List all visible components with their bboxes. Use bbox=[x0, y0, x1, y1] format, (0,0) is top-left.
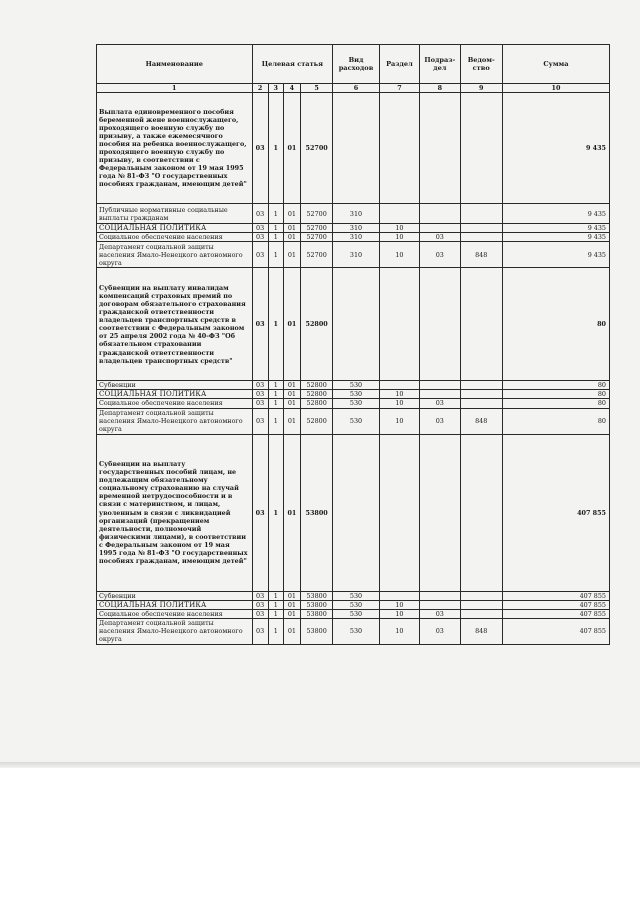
subsection-value: 03 bbox=[420, 242, 460, 268]
table-row bbox=[97, 408, 610, 434]
row-name: Субвенции на выплату государственных пособий лицам, не подлежащим обязательному социальному страхованию на случай временной нетрудоспособности и в связи с материнством, и лицам, уволенным в связи с ликвидацией организаций (прекращением деятельности, полномочий физическими лицами), в соответствии с Федеральным законом от 19 мая 1995 года № 81-ФЗ "О государственных пособиях гражданам, имеющим детей" bbox=[97, 434, 253, 591]
code-program: 03 bbox=[252, 408, 268, 434]
sum-value: 407 855 bbox=[502, 600, 609, 609]
table-row bbox=[97, 434, 610, 591]
department-value bbox=[460, 591, 502, 600]
sum-value: 407 855 bbox=[502, 618, 609, 644]
code-direction: 52700 bbox=[300, 242, 332, 268]
sum-value: 80 bbox=[502, 381, 609, 390]
expense-type-value bbox=[333, 434, 379, 591]
section-value bbox=[379, 204, 419, 224]
department-value bbox=[460, 224, 502, 233]
column-number-row bbox=[97, 84, 610, 93]
expense-type-value: 310 bbox=[333, 224, 379, 233]
code-direction: 53800 bbox=[300, 600, 332, 609]
sum-value: 9 435 bbox=[502, 242, 609, 268]
department-value bbox=[460, 381, 502, 390]
code-item: 01 bbox=[283, 591, 300, 600]
column-number: 4 bbox=[283, 84, 300, 93]
expense-type-value bbox=[333, 93, 379, 204]
code-subprogram: 1 bbox=[268, 233, 283, 242]
code-subprogram: 1 bbox=[268, 591, 283, 600]
row-name: Социальное обеспечение населения bbox=[97, 233, 253, 242]
table-row bbox=[97, 233, 610, 242]
row-name: Социальное обеспечение населения bbox=[97, 609, 253, 618]
subsection-value bbox=[420, 381, 460, 390]
column-number: 6 bbox=[333, 84, 379, 93]
sum-value: 407 855 bbox=[502, 609, 609, 618]
subsection-value bbox=[420, 434, 460, 591]
sum-value: 407 855 bbox=[502, 591, 609, 600]
department-value bbox=[460, 233, 502, 242]
row-name: СОЦИАЛЬНАЯ ПОЛИТИКА bbox=[97, 600, 253, 609]
code-program: 03 bbox=[252, 381, 268, 390]
column-number: 8 bbox=[420, 84, 460, 93]
department-value bbox=[460, 268, 502, 381]
code-item: 01 bbox=[283, 242, 300, 268]
sum-value: 9 435 bbox=[502, 204, 609, 224]
section-value: 10 bbox=[379, 233, 419, 242]
code-subprogram: 1 bbox=[268, 224, 283, 233]
code-direction: 52800 bbox=[300, 399, 332, 408]
department-value bbox=[460, 600, 502, 609]
sum-value: 80 bbox=[502, 399, 609, 408]
code-program: 03 bbox=[252, 390, 268, 399]
expense-type-value: 310 bbox=[333, 204, 379, 224]
sum-value: 9 435 bbox=[502, 93, 609, 204]
header-section: Раздел bbox=[379, 45, 419, 84]
row-name: СОЦИАЛЬНАЯ ПОЛИТИКА bbox=[97, 390, 253, 399]
code-subprogram: 1 bbox=[268, 408, 283, 434]
sum-value: 80 bbox=[502, 408, 609, 434]
row-name: Департамент социальной защиты населения Ямало-Ненецкого автономного округа bbox=[97, 242, 253, 268]
subsection-value bbox=[420, 591, 460, 600]
sum-value: 9 435 bbox=[502, 224, 609, 233]
code-item: 01 bbox=[283, 268, 300, 381]
code-subprogram: 1 bbox=[268, 204, 283, 224]
code-program: 03 bbox=[252, 224, 268, 233]
column-number: 2 bbox=[252, 84, 268, 93]
code-direction: 52700 bbox=[300, 233, 332, 242]
expense-type-value: 310 bbox=[333, 242, 379, 268]
code-item: 01 bbox=[283, 93, 300, 204]
subsection-value: 03 bbox=[420, 618, 460, 644]
row-name: СОЦИАЛЬНАЯ ПОЛИТИКА bbox=[97, 224, 253, 233]
sum-value: 9 435 bbox=[502, 233, 609, 242]
code-program: 03 bbox=[252, 600, 268, 609]
table-row bbox=[97, 591, 610, 600]
department-value bbox=[460, 93, 502, 204]
department-value: 848 bbox=[460, 242, 502, 268]
code-program: 03 bbox=[252, 609, 268, 618]
subsection-value bbox=[420, 93, 460, 204]
expense-type-value: 530 bbox=[333, 600, 379, 609]
code-item: 01 bbox=[283, 618, 300, 644]
department-value: 848 bbox=[460, 408, 502, 434]
row-name: Департамент социальной защиты населения Ямало-Ненецкого автономного округа bbox=[97, 408, 253, 434]
section-value: 10 bbox=[379, 618, 419, 644]
table-row bbox=[97, 618, 610, 644]
section-value: 10 bbox=[379, 224, 419, 233]
expense-type-value: 530 bbox=[333, 399, 379, 408]
section-value: 10 bbox=[379, 390, 419, 399]
code-subprogram: 1 bbox=[268, 600, 283, 609]
header-target-article: Целевая статья bbox=[252, 45, 333, 84]
column-number: 10 bbox=[502, 84, 609, 93]
section-value: 10 bbox=[379, 242, 419, 268]
code-item: 01 bbox=[283, 390, 300, 399]
code-item: 01 bbox=[283, 399, 300, 408]
code-direction: 52800 bbox=[300, 390, 332, 399]
code-direction: 52700 bbox=[300, 93, 332, 204]
department-value: 848 bbox=[460, 618, 502, 644]
section-value bbox=[379, 381, 419, 390]
code-direction: 52800 bbox=[300, 408, 332, 434]
code-direction: 53800 bbox=[300, 591, 332, 600]
subsection-value bbox=[420, 224, 460, 233]
code-program: 03 bbox=[252, 268, 268, 381]
department-value bbox=[460, 399, 502, 408]
code-subprogram: 1 bbox=[268, 242, 283, 268]
sum-value: 80 bbox=[502, 268, 609, 381]
subsection-value bbox=[420, 268, 460, 381]
table-row bbox=[97, 204, 610, 224]
table-row bbox=[97, 224, 610, 233]
expense-type-value: 530 bbox=[333, 609, 379, 618]
table-row bbox=[97, 399, 610, 408]
code-program: 03 bbox=[252, 399, 268, 408]
code-program: 03 bbox=[252, 233, 268, 242]
code-direction: 52800 bbox=[300, 381, 332, 390]
header-department: Ведом- ство bbox=[460, 45, 502, 84]
subsection-value bbox=[420, 204, 460, 224]
column-number: 5 bbox=[300, 84, 332, 93]
code-direction: 52700 bbox=[300, 224, 332, 233]
row-name: Субвенции bbox=[97, 381, 253, 390]
subsection-value bbox=[420, 390, 460, 399]
table-row bbox=[97, 268, 610, 381]
section-value: 10 bbox=[379, 600, 419, 609]
table-row bbox=[97, 381, 610, 390]
code-item: 01 bbox=[283, 408, 300, 434]
subsection-value: 03 bbox=[420, 399, 460, 408]
code-subprogram: 1 bbox=[268, 268, 283, 381]
code-program: 03 bbox=[252, 204, 268, 224]
header-subsection: Подраз- дел bbox=[420, 45, 460, 84]
expense-type-value: 530 bbox=[333, 390, 379, 399]
section-value bbox=[379, 434, 419, 591]
table-row bbox=[97, 600, 610, 609]
row-name: Департамент социальной защиты населения Ямало-Ненецкого автономного округа bbox=[97, 618, 253, 644]
row-name: Субвенции на выплату инвалидам компенсаций страховых премий по договорам обязательного страхования гражданской ответственности владельцев транспортных средств в соответствии с Федеральным законом от 25 апреля 2002 года № 40-ФЗ "Об обязательном страховании гражданской ответственности владельцев транспортных средств" bbox=[97, 268, 253, 381]
row-name: Субвенции bbox=[97, 591, 253, 600]
table-row bbox=[97, 93, 610, 204]
subsection-value: 03 bbox=[420, 609, 460, 618]
code-item: 01 bbox=[283, 600, 300, 609]
department-value bbox=[460, 390, 502, 399]
sum-value: 407 855 bbox=[502, 434, 609, 591]
table-row bbox=[97, 390, 610, 399]
section-value bbox=[379, 93, 419, 204]
budget-table bbox=[96, 44, 610, 645]
expense-type-value: 530 bbox=[333, 381, 379, 390]
table-header-row bbox=[97, 45, 610, 84]
code-program: 03 bbox=[252, 242, 268, 268]
row-name: Публичные нормативные социальные выплаты гражданам bbox=[97, 204, 253, 224]
code-subprogram: 1 bbox=[268, 618, 283, 644]
code-direction: 53800 bbox=[300, 609, 332, 618]
code-program: 03 bbox=[252, 591, 268, 600]
code-subprogram: 1 bbox=[268, 434, 283, 591]
section-value: 10 bbox=[379, 399, 419, 408]
section-value bbox=[379, 591, 419, 600]
expense-type-value: 530 bbox=[333, 591, 379, 600]
code-item: 01 bbox=[283, 204, 300, 224]
header-name: Наименование bbox=[97, 45, 253, 84]
code-item: 01 bbox=[283, 233, 300, 242]
section-value bbox=[379, 268, 419, 381]
column-number: 9 bbox=[460, 84, 502, 93]
code-subprogram: 1 bbox=[268, 399, 283, 408]
column-number: 3 bbox=[268, 84, 283, 93]
column-number: 7 bbox=[379, 84, 419, 93]
code-subprogram: 1 bbox=[268, 609, 283, 618]
section-value: 10 bbox=[379, 609, 419, 618]
table-row bbox=[97, 609, 610, 618]
code-subprogram: 1 bbox=[268, 93, 283, 204]
table-row bbox=[97, 242, 610, 268]
header-expense-type: Вид расходов bbox=[333, 45, 379, 84]
expense-type-value bbox=[333, 268, 379, 381]
subsection-value: 03 bbox=[420, 233, 460, 242]
code-direction: 53800 bbox=[300, 434, 332, 591]
row-name: Социальное обеспечение населения bbox=[97, 399, 253, 408]
expense-type-value: 310 bbox=[333, 233, 379, 242]
sum-value: 80 bbox=[502, 390, 609, 399]
column-number: 1 bbox=[97, 84, 253, 93]
subsection-value bbox=[420, 600, 460, 609]
code-subprogram: 1 bbox=[268, 381, 283, 390]
subsection-value: 03 bbox=[420, 408, 460, 434]
code-item: 01 bbox=[283, 224, 300, 233]
department-value bbox=[460, 434, 502, 591]
department-value bbox=[460, 204, 502, 224]
code-program: 03 bbox=[252, 93, 268, 204]
code-item: 01 bbox=[283, 381, 300, 390]
code-direction: 52800 bbox=[300, 268, 332, 381]
code-direction: 53800 bbox=[300, 618, 332, 644]
code-program: 03 bbox=[252, 618, 268, 644]
code-program: 03 bbox=[252, 434, 268, 591]
code-subprogram: 1 bbox=[268, 390, 283, 399]
code-direction: 52700 bbox=[300, 204, 332, 224]
header-sum: Сумма bbox=[502, 45, 609, 84]
row-name: Выплата единовременного пособия беременной жене военнослужащего, проходящего военную службу по призыву, а также ежемесячного пособия на ребенка военнослужащего, проходящего военную службу по призыву, в соответствии с Федеральным законом от 19 мая 1995 года № 81-ФЗ "О государственных пособиях гражданам, имеющим детей" bbox=[97, 93, 253, 204]
expense-type-value: 530 bbox=[333, 618, 379, 644]
department-value bbox=[460, 609, 502, 618]
code-item: 01 bbox=[283, 609, 300, 618]
code-item: 01 bbox=[283, 434, 300, 591]
expense-type-value: 530 bbox=[333, 408, 379, 434]
section-value: 10 bbox=[379, 408, 419, 434]
